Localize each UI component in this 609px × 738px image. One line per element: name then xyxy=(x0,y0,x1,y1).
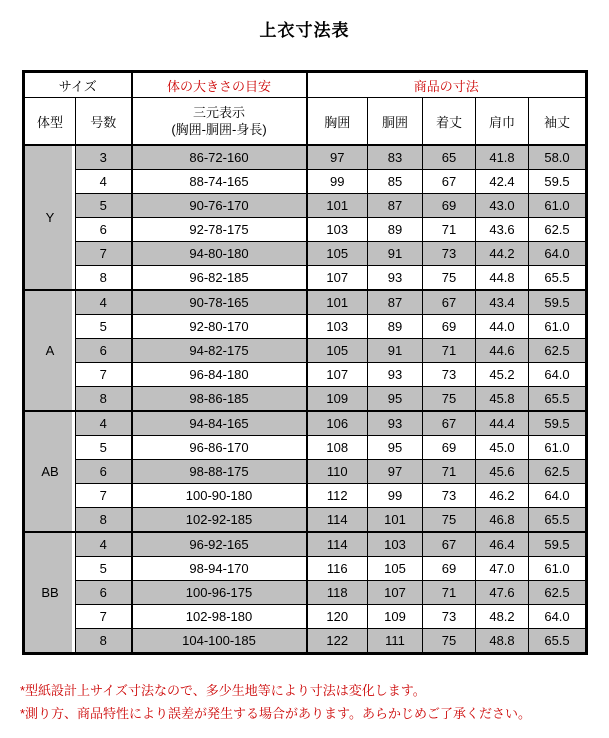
size-number-cell: 6 xyxy=(76,218,132,242)
waist-cell: 107 xyxy=(368,581,423,605)
size-number-cell: 5 xyxy=(76,194,132,218)
sleeve-cell: 62.5 xyxy=(529,581,587,605)
sleeve-cell: 59.5 xyxy=(529,290,587,315)
chest-cell: 97 xyxy=(307,145,368,170)
sleeve-cell: 61.0 xyxy=(529,436,587,460)
chest-cell: 118 xyxy=(307,581,368,605)
sleeve-cell: 59.5 xyxy=(529,532,587,557)
waist-cell: 109 xyxy=(368,605,423,629)
shoulder-cell: 46.8 xyxy=(476,508,529,533)
shoulder-cell: 47.0 xyxy=(476,557,529,581)
three-size-cell: 94-82-175 xyxy=(132,339,307,363)
length-cell: 75 xyxy=(423,629,476,654)
waist-cell: 89 xyxy=(368,218,423,242)
waist-cell: 91 xyxy=(368,339,423,363)
chest-cell: 107 xyxy=(307,266,368,291)
chest-cell: 101 xyxy=(307,290,368,315)
size-number-cell: 4 xyxy=(76,411,132,436)
size-number-cell: 6 xyxy=(76,460,132,484)
shoulder-cell: 45.8 xyxy=(476,387,529,412)
chest-cell: 107 xyxy=(307,363,368,387)
sleeve-cell: 59.5 xyxy=(529,170,587,194)
body-type-cell: BB xyxy=(24,532,76,654)
shoulder-cell: 45.6 xyxy=(476,460,529,484)
size-row xyxy=(24,170,587,194)
chest-cell: 114 xyxy=(307,532,368,557)
three-size-cell: 88-74-165 xyxy=(132,170,307,194)
size-row xyxy=(24,315,587,339)
three-size-line1: 三元表示 xyxy=(192,105,245,120)
length-cell: 65 xyxy=(423,145,476,170)
length-cell: 69 xyxy=(423,315,476,339)
size-row xyxy=(24,290,587,315)
sleeve-cell: 61.0 xyxy=(529,194,587,218)
chest-cell: 103 xyxy=(307,315,368,339)
size-number-cell: 8 xyxy=(76,508,132,533)
sleeve-cell: 65.5 xyxy=(529,508,587,533)
sleeve-cell: 58.0 xyxy=(529,145,587,170)
body-type-cell: Y xyxy=(24,145,76,290)
size-row xyxy=(24,629,587,654)
size-row xyxy=(24,266,587,291)
chest-cell: 120 xyxy=(307,605,368,629)
three-size-cell: 100-90-180 xyxy=(132,484,307,508)
size-row xyxy=(24,484,587,508)
three-size-cell: 100-96-175 xyxy=(132,581,307,605)
shoulder-cell: 42.4 xyxy=(476,170,529,194)
group-header-row xyxy=(24,72,587,98)
chest-cell: 122 xyxy=(307,629,368,654)
chest-cell: 99 xyxy=(307,170,368,194)
sleeve-cell: 64.0 xyxy=(529,605,587,629)
waist-cell: 93 xyxy=(368,411,423,436)
length-cell: 67 xyxy=(423,290,476,315)
col-header-waist: 胴囲 xyxy=(368,98,423,146)
sleeve-cell: 61.0 xyxy=(529,557,587,581)
length-cell: 69 xyxy=(423,436,476,460)
size-number-cell: 3 xyxy=(76,145,132,170)
size-number-cell: 5 xyxy=(76,315,132,339)
length-cell: 67 xyxy=(423,532,476,557)
shoulder-cell: 43.4 xyxy=(476,290,529,315)
sleeve-cell: 59.5 xyxy=(529,411,587,436)
header-product-group: 商品の寸法 xyxy=(307,72,587,98)
waist-cell: 111 xyxy=(368,629,423,654)
three-size-cell: 96-86-170 xyxy=(132,436,307,460)
size-row xyxy=(24,218,587,242)
shoulder-cell: 43.6 xyxy=(476,218,529,242)
three-size-cell: 92-80-170 xyxy=(132,315,307,339)
length-cell: 73 xyxy=(423,484,476,508)
size-number-cell: 8 xyxy=(76,629,132,654)
sleeve-cell: 65.5 xyxy=(529,266,587,291)
chest-cell: 112 xyxy=(307,484,368,508)
size-number-cell: 4 xyxy=(76,170,132,194)
size-row xyxy=(24,194,587,218)
size-row xyxy=(24,363,587,387)
header-size-group: サイズ xyxy=(24,72,132,98)
three-size-cell: 86-72-160 xyxy=(132,145,307,170)
chest-cell: 110 xyxy=(307,460,368,484)
three-size-cell: 96-92-165 xyxy=(132,532,307,557)
waist-cell: 93 xyxy=(368,266,423,291)
length-cell: 69 xyxy=(423,194,476,218)
waist-cell: 95 xyxy=(368,387,423,412)
waist-cell: 89 xyxy=(368,315,423,339)
size-row xyxy=(24,242,587,266)
length-cell: 67 xyxy=(423,411,476,436)
three-size-cell: 94-80-180 xyxy=(132,242,307,266)
three-size-cell: 98-86-185 xyxy=(132,387,307,412)
chest-cell: 108 xyxy=(307,436,368,460)
col-header-length: 着丈 xyxy=(423,98,476,146)
size-row xyxy=(24,557,587,581)
three-size-cell: 90-78-165 xyxy=(132,290,307,315)
waist-cell: 87 xyxy=(368,194,423,218)
size-number-cell: 4 xyxy=(76,532,132,557)
size-number-cell: 8 xyxy=(76,266,132,291)
shoulder-cell: 44.2 xyxy=(476,242,529,266)
three-size-cell: 90-76-170 xyxy=(132,194,307,218)
col-header-three-size xyxy=(132,98,307,146)
shoulder-cell: 44.8 xyxy=(476,266,529,291)
three-size-cell: 98-88-175 xyxy=(132,460,307,484)
page-title: 上衣寸法表 xyxy=(259,21,350,40)
length-cell: 75 xyxy=(423,508,476,533)
three-size-cell: 94-84-165 xyxy=(132,411,307,436)
body-type-cell: A xyxy=(24,290,76,411)
sleeve-cell: 64.0 xyxy=(529,484,587,508)
length-cell: 75 xyxy=(423,387,476,412)
col-header-chest: 胸囲 xyxy=(307,98,368,146)
waist-cell: 103 xyxy=(368,532,423,557)
size-row xyxy=(24,411,587,436)
col-header-size-number: 号数 xyxy=(76,98,132,146)
size-number-cell: 4 xyxy=(76,290,132,315)
length-cell: 73 xyxy=(423,242,476,266)
waist-cell: 91 xyxy=(368,242,423,266)
chest-cell: 101 xyxy=(307,194,368,218)
waist-cell: 97 xyxy=(368,460,423,484)
length-cell: 71 xyxy=(423,218,476,242)
length-cell: 69 xyxy=(423,557,476,581)
chest-cell: 105 xyxy=(307,339,368,363)
three-size-line2: (胸囲-胴囲-身長) xyxy=(171,122,267,137)
footnote-2: *測り方、商品特性により誤差が発生する場合があります。あらかじめご了承ください。 xyxy=(20,706,532,721)
length-cell: 73 xyxy=(423,605,476,629)
size-number-cell: 7 xyxy=(76,605,132,629)
shoulder-cell: 46.2 xyxy=(476,484,529,508)
footnote-1: *型紙設計上サイズ寸法なので、多少生地等により寸法は変化します。 xyxy=(20,683,426,698)
size-table xyxy=(22,70,588,655)
size-row xyxy=(24,581,587,605)
length-cell: 71 xyxy=(423,581,476,605)
size-number-cell: 7 xyxy=(76,363,132,387)
shoulder-cell: 44.4 xyxy=(476,411,529,436)
size-table-body xyxy=(24,145,587,654)
three-size-cell: 98-94-170 xyxy=(132,557,307,581)
sleeve-cell: 64.0 xyxy=(529,242,587,266)
shoulder-cell: 43.0 xyxy=(476,194,529,218)
sleeve-cell: 62.5 xyxy=(529,460,587,484)
three-size-cell: 96-82-185 xyxy=(132,266,307,291)
shoulder-cell: 46.4 xyxy=(476,532,529,557)
chest-cell: 116 xyxy=(307,557,368,581)
size-number-cell: 6 xyxy=(76,339,132,363)
size-row xyxy=(24,508,587,533)
footnotes xyxy=(20,679,609,725)
body-type-cell: AB xyxy=(24,411,76,532)
col-header-shoulder: 肩巾 xyxy=(476,98,529,146)
size-number-cell: 5 xyxy=(76,436,132,460)
waist-cell: 105 xyxy=(368,557,423,581)
shoulder-cell: 44.6 xyxy=(476,339,529,363)
size-number-cell: 5 xyxy=(76,557,132,581)
size-number-cell: 8 xyxy=(76,387,132,412)
size-row xyxy=(24,436,587,460)
sleeve-cell: 62.5 xyxy=(529,339,587,363)
chest-cell: 106 xyxy=(307,411,368,436)
size-row xyxy=(24,605,587,629)
waist-cell: 83 xyxy=(368,145,423,170)
three-size-cell: 92-78-175 xyxy=(132,218,307,242)
chest-cell: 109 xyxy=(307,387,368,412)
size-number-cell: 6 xyxy=(76,581,132,605)
column-header-row xyxy=(24,98,587,146)
sleeve-cell: 61.0 xyxy=(529,315,587,339)
three-size-cell: 102-98-180 xyxy=(132,605,307,629)
shoulder-cell: 48.8 xyxy=(476,629,529,654)
length-cell: 75 xyxy=(423,266,476,291)
sleeve-cell: 65.5 xyxy=(529,629,587,654)
shoulder-cell: 47.6 xyxy=(476,581,529,605)
chest-cell: 114 xyxy=(307,508,368,533)
col-header-body-type: 体型 xyxy=(24,98,76,146)
size-row xyxy=(24,339,587,363)
shoulder-cell: 48.2 xyxy=(476,605,529,629)
shoulder-cell: 44.0 xyxy=(476,315,529,339)
size-row xyxy=(24,387,587,412)
sleeve-cell: 65.5 xyxy=(529,387,587,412)
length-cell: 71 xyxy=(423,460,476,484)
size-number-cell: 7 xyxy=(76,242,132,266)
chest-cell: 103 xyxy=(307,218,368,242)
size-row xyxy=(24,145,587,170)
col-header-sleeve: 袖丈 xyxy=(529,98,587,146)
chest-cell: 105 xyxy=(307,242,368,266)
waist-cell: 93 xyxy=(368,363,423,387)
length-cell: 73 xyxy=(423,363,476,387)
three-size-cell: 104-100-185 xyxy=(132,629,307,654)
sleeve-cell: 62.5 xyxy=(529,218,587,242)
three-size-cell: 96-84-180 xyxy=(132,363,307,387)
header-body-guide-group: 体の大きさの目安 xyxy=(132,72,307,98)
waist-cell: 101 xyxy=(368,508,423,533)
length-cell: 71 xyxy=(423,339,476,363)
size-number-cell: 7 xyxy=(76,484,132,508)
length-cell: 67 xyxy=(423,170,476,194)
waist-cell: 87 xyxy=(368,290,423,315)
size-row xyxy=(24,532,587,557)
waist-cell: 99 xyxy=(368,484,423,508)
waist-cell: 95 xyxy=(368,436,423,460)
three-size-cell: 102-92-185 xyxy=(132,508,307,533)
size-row xyxy=(24,460,587,484)
sleeve-cell: 64.0 xyxy=(529,363,587,387)
shoulder-cell: 45.0 xyxy=(476,436,529,460)
shoulder-cell: 41.8 xyxy=(476,145,529,170)
shoulder-cell: 45.2 xyxy=(476,363,529,387)
waist-cell: 85 xyxy=(368,170,423,194)
